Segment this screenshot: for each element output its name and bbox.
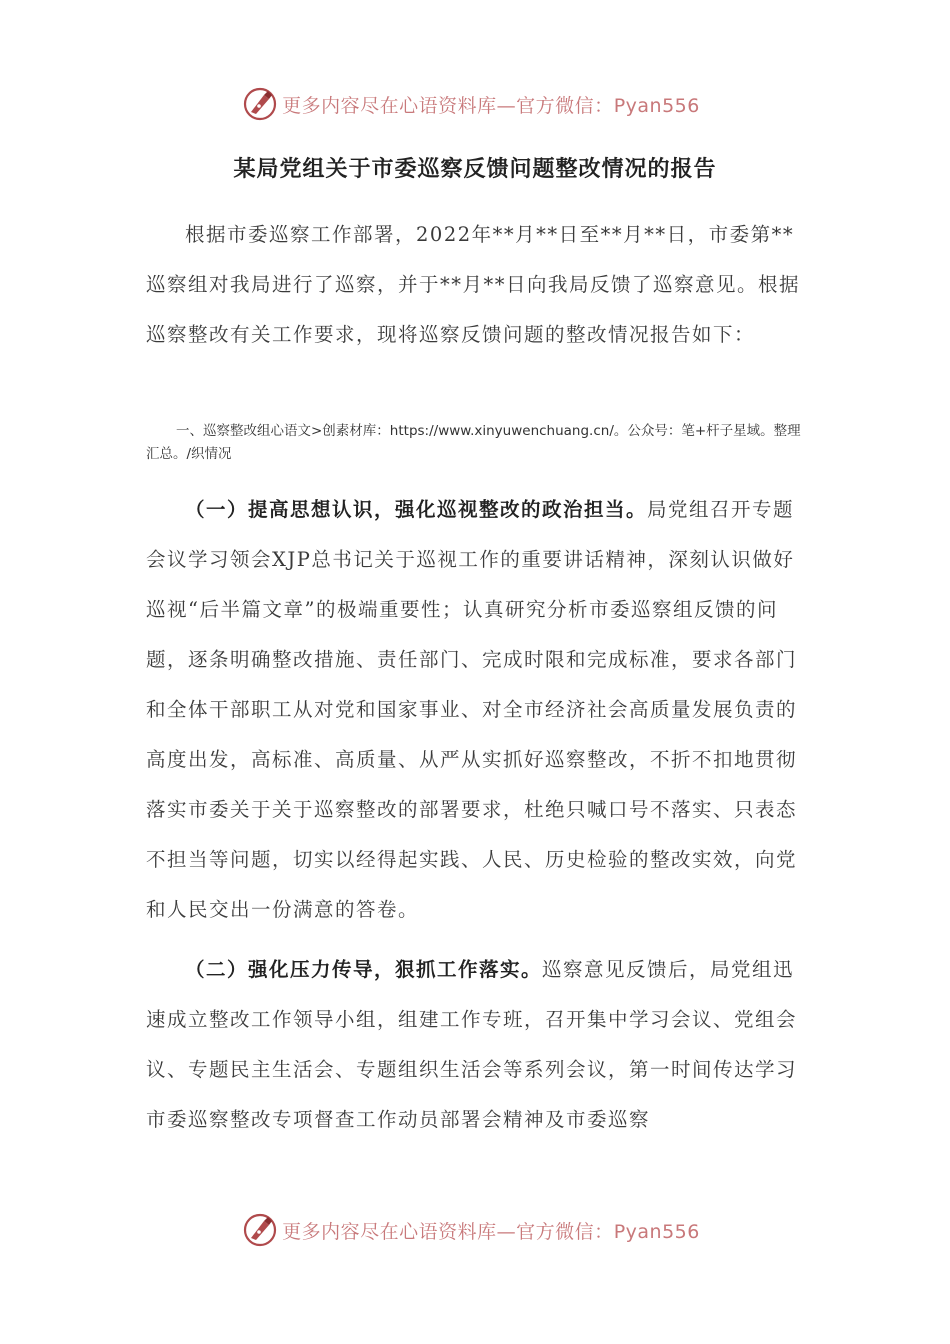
header-banner xyxy=(0,84,950,124)
banner-main: 更多内容尽在心语资料库 xyxy=(282,1220,497,1243)
banner-main: 更多内容尽在心语资料库 xyxy=(282,94,497,117)
banner-official: 官方微信： xyxy=(516,1220,614,1243)
banner-wechat-id: Pyan556 xyxy=(613,1220,700,1243)
banner-official: 官方微信： xyxy=(516,94,614,117)
banner-dash: — xyxy=(496,1220,517,1243)
pen-nib-seal-icon xyxy=(242,1212,278,1248)
banner-dash: — xyxy=(496,94,517,117)
banner-text xyxy=(282,91,700,118)
item2-paragraph xyxy=(146,945,806,1145)
banner-text xyxy=(282,1217,700,1244)
item2-heading: （二）强化压力传导，狠抓工作落实。 xyxy=(185,958,543,981)
pen-nib-seal-icon xyxy=(242,86,278,122)
item1-body: 局党组召开专题会议学习领会XJP总书记关于巡视工作的重要讲话精神，深刻认识做好巡视“后半篇文章”的极端重要性；认真研究分析市委巡察组反馈的问题，逐条明确整改措施、责任部门、完成时限和完成标准，要求各部门和全体干部职工从对党和国家事业、对全市经济社会高质量发展负责的高度出发，高标准、高质量、从严从实抓好巡察整改，不折不扣地贯彻落实市委关于关于巡察整改的部署要求，杜绝只喊口号不落实、只表态不担当等问题，切实以经得起实践、人民、历史检验的整改实效，向党和人民交出一份满意的答卷。 xyxy=(146,498,798,921)
item2-body: 巡察意见反馈后，局党组迅速成立整改工作领导小组，组建工作专班，召开集中学习会议、党组会议、专题民主生活会、专题组织生活会等系列会议，第一时间传达学习市委巡察整改专项督查工作动员部署会精神及市委巡察 xyxy=(146,958,798,1131)
section1-heading: 一、巡察整改组心语文>创素材库：https://www.xinyuwenchuang.cn/。公众号：笔+杆子星域。整理汇总。/织情况 xyxy=(146,423,801,462)
item1-heading: （一）提高思想认识，强化巡视整改的政治担当。 xyxy=(185,498,648,521)
document-title: 某局党组关于市委巡察反馈问题整改情况的报告 xyxy=(233,156,717,182)
banner-wechat-id: Pyan556 xyxy=(613,94,700,117)
footer-banner xyxy=(0,1210,950,1250)
intro-paragraph: 根据市委巡察工作部署，2022年**月**日至**月**日，市委第**巡察组对我局进行了巡察，并于**月**日向我局反馈了巡察意见。根据巡察整改有关工作要求，现将巡察反馈问题的整改情况报告如下： xyxy=(146,223,801,346)
item1-paragraph xyxy=(146,485,806,935)
